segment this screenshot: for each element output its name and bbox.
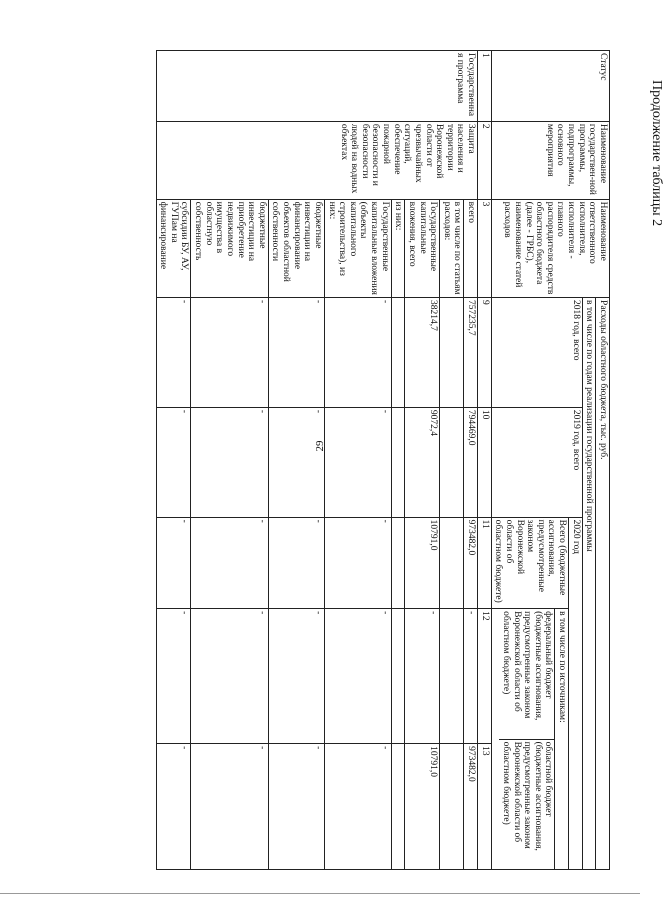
value-regional: - [325,744,392,870]
value-federal: - [405,609,440,744]
col-number: 1 [478,51,492,122]
value-regional: - [156,744,191,870]
value-regional: 973482,0 [464,744,478,870]
value-federal: - [191,609,268,744]
page-number: 29 [314,440,326,452]
col-number: 9 [478,298,492,408]
header-program-name: Наименование государствен-ной программы, подпрограммы, основного мероприятия [491,121,609,199]
value-federal [440,609,464,744]
col-number: 3 [478,199,492,297]
value-2019: - [268,407,324,517]
header-total-2020: Всего (бюджетные ассигнования, предусмотренные законом Воронежской области об областном бюджете) [491,517,568,609]
col-number: 12 [478,609,492,744]
value-total-2020 [391,517,405,609]
value-2018: 38214,7 [405,298,440,408]
value-2018: - [268,298,324,408]
page-bottom-divider [0,893,640,894]
expense-name: всего [464,199,478,297]
value-2019: - [156,407,191,517]
expense-name: субсидии БУ, АУ, ГУПам на финансирование [156,199,191,297]
table-row [464,51,478,870]
header-2019: 2019 год, всего [491,407,582,517]
header-regional: областной бюджет (бюджетные ассигнования, предусмотренные законом Воронежской области об областном бюджете) [501,741,554,851]
value-federal [391,609,405,744]
value-2018: - [325,298,392,408]
expense-name: Государственные капитальные вложения, всего [405,199,440,297]
col-number: 13 [478,744,492,870]
col-number: 11 [478,517,492,609]
value-2018: 757235,7 [464,298,478,408]
program-name: Защита населения и территории Воронежской области от чрезвычайных ситуаций, обеспечение пожарной безопасности и безопасности людей на водных объектах [156,121,478,199]
header-by-sources: в том числе по источникам: [555,609,569,869]
expense-name: бюджетные инвестиции на приобретение недвижимого имущества в областную собственность [191,199,268,297]
value-federal: - [268,609,324,744]
col-number: 2 [478,121,492,199]
rotated-table-container [156,50,610,870]
value-2019: - [325,407,392,517]
value-federal: - [464,609,478,744]
continuation-title: Продолжение таблицы 2 [649,80,664,227]
budget-table [156,50,610,870]
expense-name: из них: [391,199,405,297]
header-federal: федеральный бюджет (бюджетные ассигнования, предусмотренные законом Воронежской области об областном бюджете) [499,609,554,739]
header-sources-cell [491,609,568,870]
expense-name: в том числе по статьям расходов: [440,199,464,297]
value-regional: 10791,0 [405,744,440,870]
col-number: 10 [478,407,492,517]
header-by-years: в том числе по годам реализации государственной программы [582,298,596,870]
header-executor: Наименование ответственного исполнителя, исполнителя - главного распорядителя средств областного бюджета (далее - ГРБС), наименование статей расходов [491,199,609,297]
expense-name: бюджетные инвестиции на финансирование объектов областной собственности [268,199,324,297]
value-2019: 794469,0 [464,407,478,517]
value-total-2020: - [268,517,324,609]
value-regional [391,744,405,870]
value-total-2020 [440,517,464,609]
value-2018: - [156,298,191,408]
value-federal: - [325,609,392,744]
value-regional: - [268,744,324,870]
expense-name: Государственные капитальные вложения (объекты капитального строительства), из них: [325,199,392,297]
value-2019: - [191,407,268,517]
header-2020: 2020 год [569,517,583,869]
value-total-2020: - [325,517,392,609]
value-regional: - [191,744,268,870]
value-regional [440,744,464,870]
value-2019: 9072,4 [405,407,440,517]
value-2018 [391,298,405,408]
header-status: Статус [491,51,609,122]
program-status: Государственная программа [156,51,478,122]
value-total-2020: - [156,517,191,609]
header-2018: 2018 год, всего [491,298,582,408]
value-federal: - [156,609,191,744]
header-budget-group: Расходы областного бюджета, тыс. руб. [596,298,610,870]
value-2019 [391,407,405,517]
value-total-2020: 973482,0 [464,517,478,609]
value-2018 [440,298,464,408]
value-2019 [440,407,464,517]
value-total-2020: 10791,0 [405,517,440,609]
value-2018: - [191,298,268,408]
value-total-2020: - [191,517,268,609]
